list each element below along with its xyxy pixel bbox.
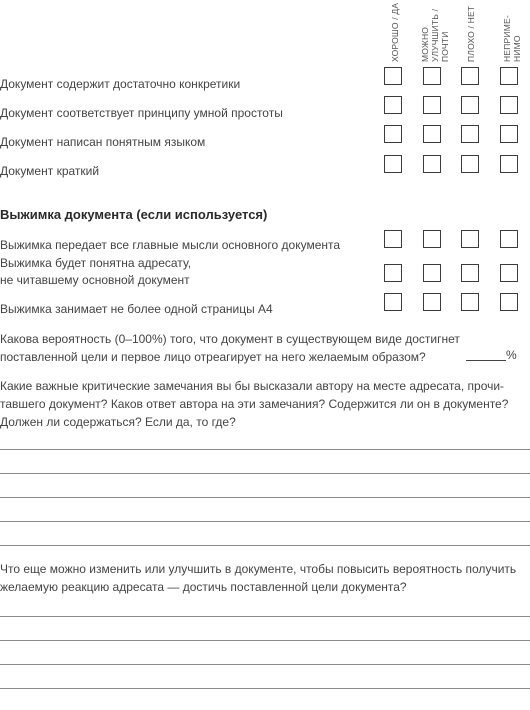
checkbox-na[interactable]	[500, 125, 518, 143]
criterion-label: Документ соответствует принципу умной простоты	[0, 106, 283, 120]
answer-line[interactable]	[0, 640, 530, 641]
question-line: тавшего документ? Каков ответ автора на эти замечания? Содержится ли он в документе?	[0, 397, 509, 411]
checkbox-improve[interactable]	[423, 155, 441, 173]
summary-criterion-label: не читавшему основной документ	[0, 273, 190, 287]
column-header-label: НЕПРИМЕ- НИМО	[502, 15, 522, 62]
checkbox-bad[interactable]	[461, 293, 479, 311]
checkbox-good[interactable]	[384, 125, 402, 143]
checkbox-bad[interactable]	[461, 155, 479, 173]
answer-line[interactable]	[0, 521, 530, 522]
answer-line[interactable]	[0, 545, 530, 546]
checkbox-na[interactable]	[500, 264, 518, 282]
checkbox-bad[interactable]	[461, 96, 479, 114]
percent-sign: %	[506, 348, 517, 362]
checkbox-bad[interactable]	[461, 230, 479, 248]
critical-question	[0, 377, 508, 431]
column-header-na	[496, 2, 530, 62]
question-line: Какие важные критические замечания вы бы высказали автору на месте адресата, прочи-	[0, 379, 505, 393]
question-line: Какова вероятность (0–100%) того, что документ в существующем виде достигнет	[0, 332, 460, 346]
checkbox-good[interactable]	[384, 293, 402, 311]
checkbox-bad[interactable]	[461, 264, 479, 282]
summary-criterion-label: Выжимка передает все главные мысли основного документа	[0, 238, 341, 252]
answer-line[interactable]	[0, 616, 530, 617]
checkbox-na[interactable]	[500, 96, 518, 114]
checkbox-na[interactable]	[500, 155, 518, 173]
checkbox-good[interactable]	[384, 96, 402, 114]
question-line: Должен ли содержаться? Если да, то где?	[0, 415, 236, 429]
probability-answer-blank[interactable]	[466, 360, 506, 361]
criterion-label: Документ написан понятным языком	[0, 135, 206, 149]
checkbox-good[interactable]	[384, 67, 402, 85]
checkbox-improve[interactable]	[423, 96, 441, 114]
checkbox-na[interactable]	[500, 293, 518, 311]
checkbox-na[interactable]	[500, 230, 518, 248]
question-line: поставленной цели и первое лицо отреагирует на него желаемым образом?	[0, 350, 426, 364]
column-header-label: МОЖНО УЛУЧШИТЬ / ПОЧТИ	[420, 8, 450, 62]
checkbox-good[interactable]	[384, 155, 402, 173]
answer-line[interactable]	[0, 449, 530, 450]
checkbox-improve[interactable]	[423, 67, 441, 85]
answer-line[interactable]	[0, 497, 530, 498]
column-header-label: ХОРОШО / ДА	[390, 2, 400, 62]
summary-criterion-label: Выжимка будет понятна адресату,	[0, 256, 192, 270]
answer-line[interactable]	[0, 473, 530, 474]
question-line: желаемую реакцию адресата — достичь поставленной цели документа?	[0, 580, 407, 594]
column-header-label: ПЛОХО / НЕТ	[466, 5, 476, 62]
checkbox-bad[interactable]	[461, 67, 479, 85]
criterion-label: Документ содержит достаточно конкретики	[0, 77, 241, 91]
section-title: Выжимка документа (если используется)	[0, 207, 268, 222]
improve-question	[0, 560, 516, 596]
answer-line[interactable]	[0, 664, 530, 665]
answer-line[interactable]	[0, 688, 530, 689]
checkbox-bad[interactable]	[461, 125, 479, 143]
checkbox-good[interactable]	[384, 230, 402, 248]
probability-question	[0, 330, 460, 366]
checkbox-improve[interactable]	[423, 125, 441, 143]
column-header-improve	[414, 2, 450, 62]
checkbox-improve[interactable]	[423, 293, 441, 311]
checkbox-na[interactable]	[500, 67, 518, 85]
question-line: Что еще можно изменить или улучшить в документе, чтобы повысить вероятность получить	[0, 562, 517, 576]
checkbox-improve[interactable]	[423, 230, 441, 248]
checkbox-good[interactable]	[384, 264, 402, 282]
summary-criterion-label: Выжимка занимает не более одной страницы А4	[0, 302, 273, 316]
column-header-bad	[460, 2, 496, 62]
criterion-label: Документ краткий	[0, 164, 100, 178]
checkbox-improve[interactable]	[423, 264, 441, 282]
